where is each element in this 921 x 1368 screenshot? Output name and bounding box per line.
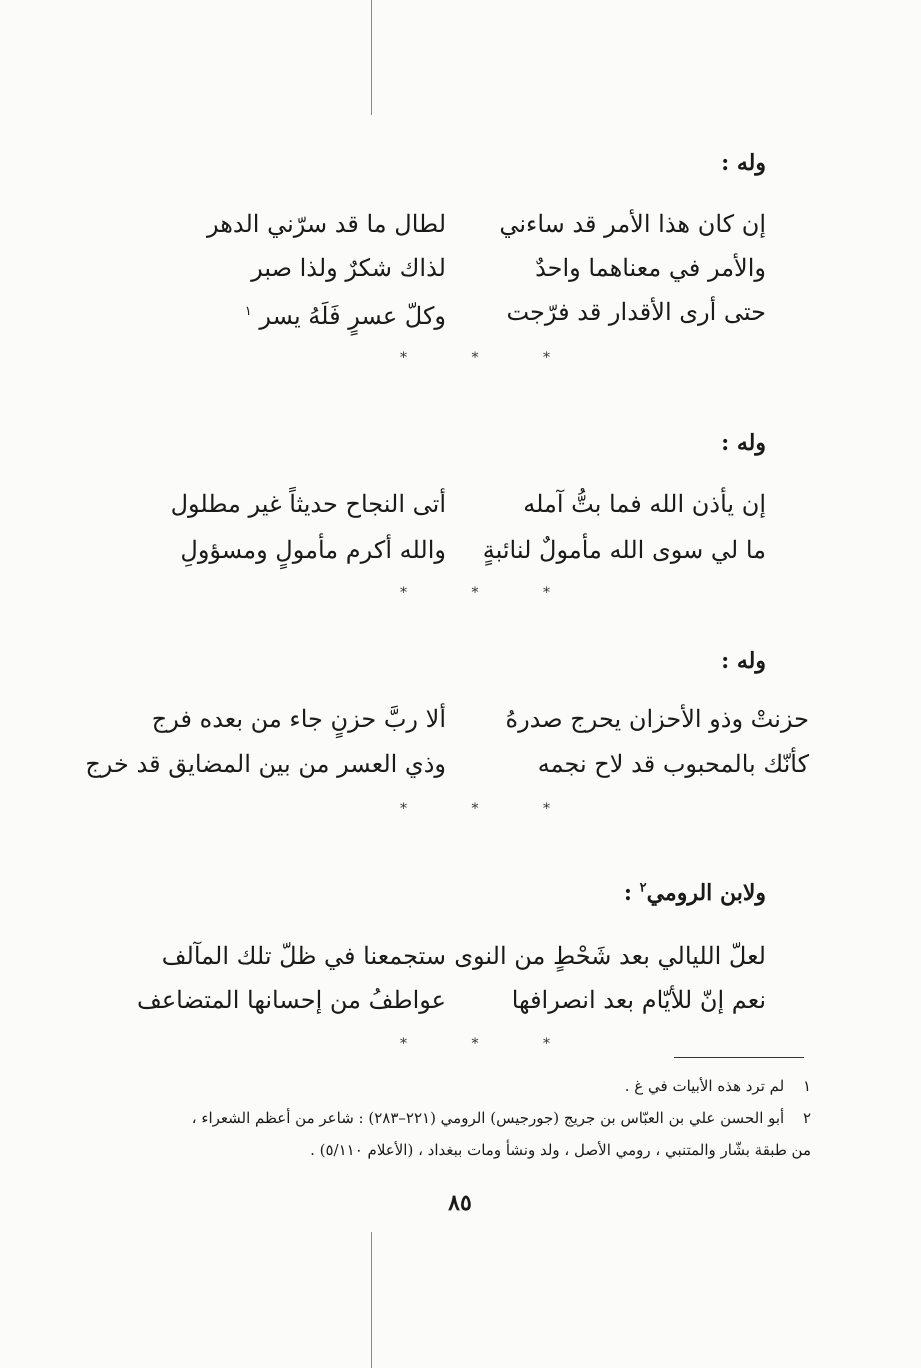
binding-line-top [371,0,372,115]
verse-line [0,697,921,741]
section-intro: وله : [721,150,766,176]
footnotes [111,1070,811,1166]
footnote-marker: ٢ [639,880,647,896]
separator-star: * [543,585,550,601]
separator-star: * [471,801,479,817]
verse-second-hemistich: ألا ربَّ حزنٍ جاء من بعده فرج [151,705,446,733]
separator-star: * [543,350,550,366]
verse-second-hemistich [245,290,446,338]
verse-second-hemistich: والله أكرم مأمولٍ ومسؤولِ [180,536,446,564]
page-number: ٨٥ [448,1190,472,1216]
verse-second-hemistich: أتى النجاح حديثاً غير مطلول [170,490,446,518]
footnote-item [111,1070,811,1102]
section-separator [400,350,550,370]
section-intro: وله : [721,648,766,674]
verse-first-hemistich: كأنّك بالمحبوب قد لاح نجمه [537,750,809,778]
verse-line [0,978,921,1022]
separator-star: * [400,1036,407,1052]
section-intro: وله : [721,430,766,456]
separator-star: * [471,1036,479,1052]
verse-first-hemistich: والأمر في معناهما واحدٌ [535,254,766,282]
separator-star: * [400,801,407,817]
verse-line [0,246,921,290]
section-separator [400,1036,550,1056]
verse-line [0,482,921,526]
verse-first-hemistich: إن كان هذا الأمر قد ساءني [499,210,766,238]
separator-star: * [543,1036,550,1052]
footnote-text: لم ترد هذه الأبيات في غ . [624,1077,785,1095]
separator-star: * [471,350,479,366]
verse-first-hemistich: لعلّ الليالي بعد شَحْطٍ من النوى [454,942,766,970]
verse-first-hemistich: ما لي سوى الله مأمولٌ لنائبةٍ [482,536,766,564]
separator-star: * [400,350,407,366]
verse-line [0,290,921,334]
poet-attribution: ولابن الرومي [646,880,766,906]
footnote-continuation: من طبقة بشّار والمتنبي ، رومي الأصل ، ولد ونشأ ومات ببغداد ، (الأعلام ٥/١١٠) . [310,1141,811,1159]
separator-star: * [543,801,550,817]
footnote-number: ١ [802,1077,811,1095]
verse-line [0,742,921,786]
verse-second-hemistich: وذي العسر من بين المضايق قد خرج [85,750,446,778]
separator-star: * [400,585,407,601]
footnote-divider [674,1057,804,1058]
verse-first-hemistich: إن يأذن الله فما بتُّ آمله [523,490,766,518]
footnote-item [111,1102,811,1134]
verse-first-hemistich: حتى أرى الأقدار قد فرّجت [506,298,766,326]
verse-second-hemistich: لذاك شكرٌ ولذا صبر [251,254,446,282]
verse-second-hemistich: ستجمعنا في ظلّ تلك المآلف [161,942,446,970]
verse-second-hemistich: عواطفُ من إحسانها المتضاعف [136,986,446,1014]
verse-first-hemistich: نعم إنّ للأيّام بعد انصرافها [511,986,766,1014]
intro-colon: : [623,880,640,906]
verse-line [0,934,921,978]
verse-line [0,202,921,246]
section-intro [624,880,766,906]
footnote-number: ٢ [802,1109,811,1127]
verse-text: وكلّ عسرٍ فَلَهُ يسر [259,302,446,330]
section-separator [400,585,550,605]
verse-line [0,528,921,572]
verse-first-hemistich: حزنتْ وذو الأحزان يحرج صدرهُ [505,705,809,733]
section-separator [400,801,550,821]
binding-line-bottom [371,1232,372,1368]
verse-second-hemistich: لطال ما قد سرّني الدهر [206,210,446,238]
footnote-marker: ١ [244,304,252,319]
separator-star: * [471,585,479,601]
footnote-text: أبو الحسن علي بن العبّاس بن جريج (جورجيس) الرومي (٢٢١–٢٨٣) : شاعر من أعظم الشعراء ، [191,1109,785,1127]
